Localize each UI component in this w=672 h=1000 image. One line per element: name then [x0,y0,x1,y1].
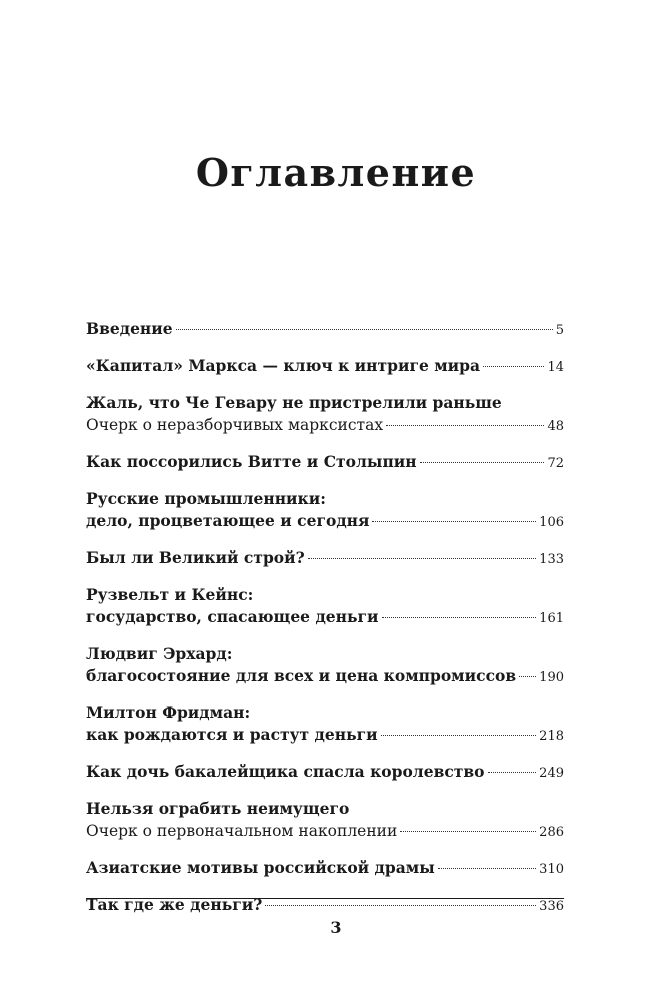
dot-leader [265,905,536,906]
toc-entry [86,584,564,630]
dot-leader [483,366,544,367]
toc-entry [86,318,564,342]
dot-leader [519,676,536,677]
toc-page-number: 14 [547,360,564,375]
toc-page-number: 161 [539,611,564,626]
toc-page-number: 310 [539,862,564,877]
dot-leader [386,425,544,426]
toc-entry [86,761,564,785]
toc-entry-title: Азиатские мотивы российской драмы [86,858,435,877]
toc-entry [86,451,564,475]
toc-entry [86,643,564,689]
toc-entry-subtitle: Очерк о неразборчивых марксистах [86,416,384,434]
dot-leader [372,521,536,522]
dot-leader [382,617,537,618]
toc-entry-subtitle: благосостояние для всех и цена компромиссов [86,666,517,685]
page-title: Оглавление [195,150,477,195]
table-of-contents [86,318,564,931]
toc-page-number: 133 [539,552,564,567]
toc-page-number: 106 [539,515,564,530]
toc-entry [86,488,564,534]
toc-page-number: 72 [547,456,564,471]
toc-entry-title: Русские промышленники: [86,489,326,508]
toc-entry-title: Рузвельт и Кейнс: [86,585,254,604]
toc-page-number: 336 [539,899,564,914]
toc-entry-title: Нельзя ограбить неимущего [86,799,350,818]
toc-entry-title: «Капитал» Маркса — ключ к интриге мира [86,356,481,375]
toc-entry [86,392,564,438]
dot-leader [308,558,536,559]
toc-entry-title: Как поссорились Витте и Столыпин [86,452,417,471]
dot-leader [381,735,537,736]
toc-entry [86,857,564,881]
dot-leader [488,772,537,773]
toc-page-number: 249 [539,766,564,781]
dot-leader [438,868,536,869]
toc-entry-subtitle: дело, процветающее и сегодня [86,511,370,530]
toc-entry-title: Милтон Фридман: [86,703,251,722]
toc-entry-title: Как дочь бакалейщика спасла королевство [86,762,485,781]
toc-entry-subtitle: как рождаются и растут деньги [86,725,378,744]
toc-entry-title: Так где же деньги? [86,895,263,914]
toc-page-number: 218 [539,729,564,744]
toc-page-number: 5 [555,323,564,338]
toc-page-number: 190 [539,670,564,685]
toc-page-number: 48 [547,419,564,434]
footer-divider [86,898,564,899]
dot-leader [420,462,545,463]
page-number: 3 [330,918,342,937]
toc-entry [86,702,564,748]
toc-entry [86,547,564,571]
toc-entry-subtitle: Очерк о первоначальном накоплении [86,822,398,840]
toc-entry-title: Введение [86,319,173,338]
toc-entry [86,355,564,379]
dot-leader [176,329,553,330]
toc-entry-title: Был ли Великий строй? [86,548,305,567]
toc-entry-subtitle: государство, спасающее деньги [86,607,379,626]
toc-entry-title: Жаль, что Че Гевару не пристрелили раньше [86,393,502,412]
toc-page-number: 286 [539,825,564,840]
toc-entry [86,798,564,844]
toc-entry-title: Людвиг Эрхард: [86,644,233,663]
dot-leader [400,831,536,832]
